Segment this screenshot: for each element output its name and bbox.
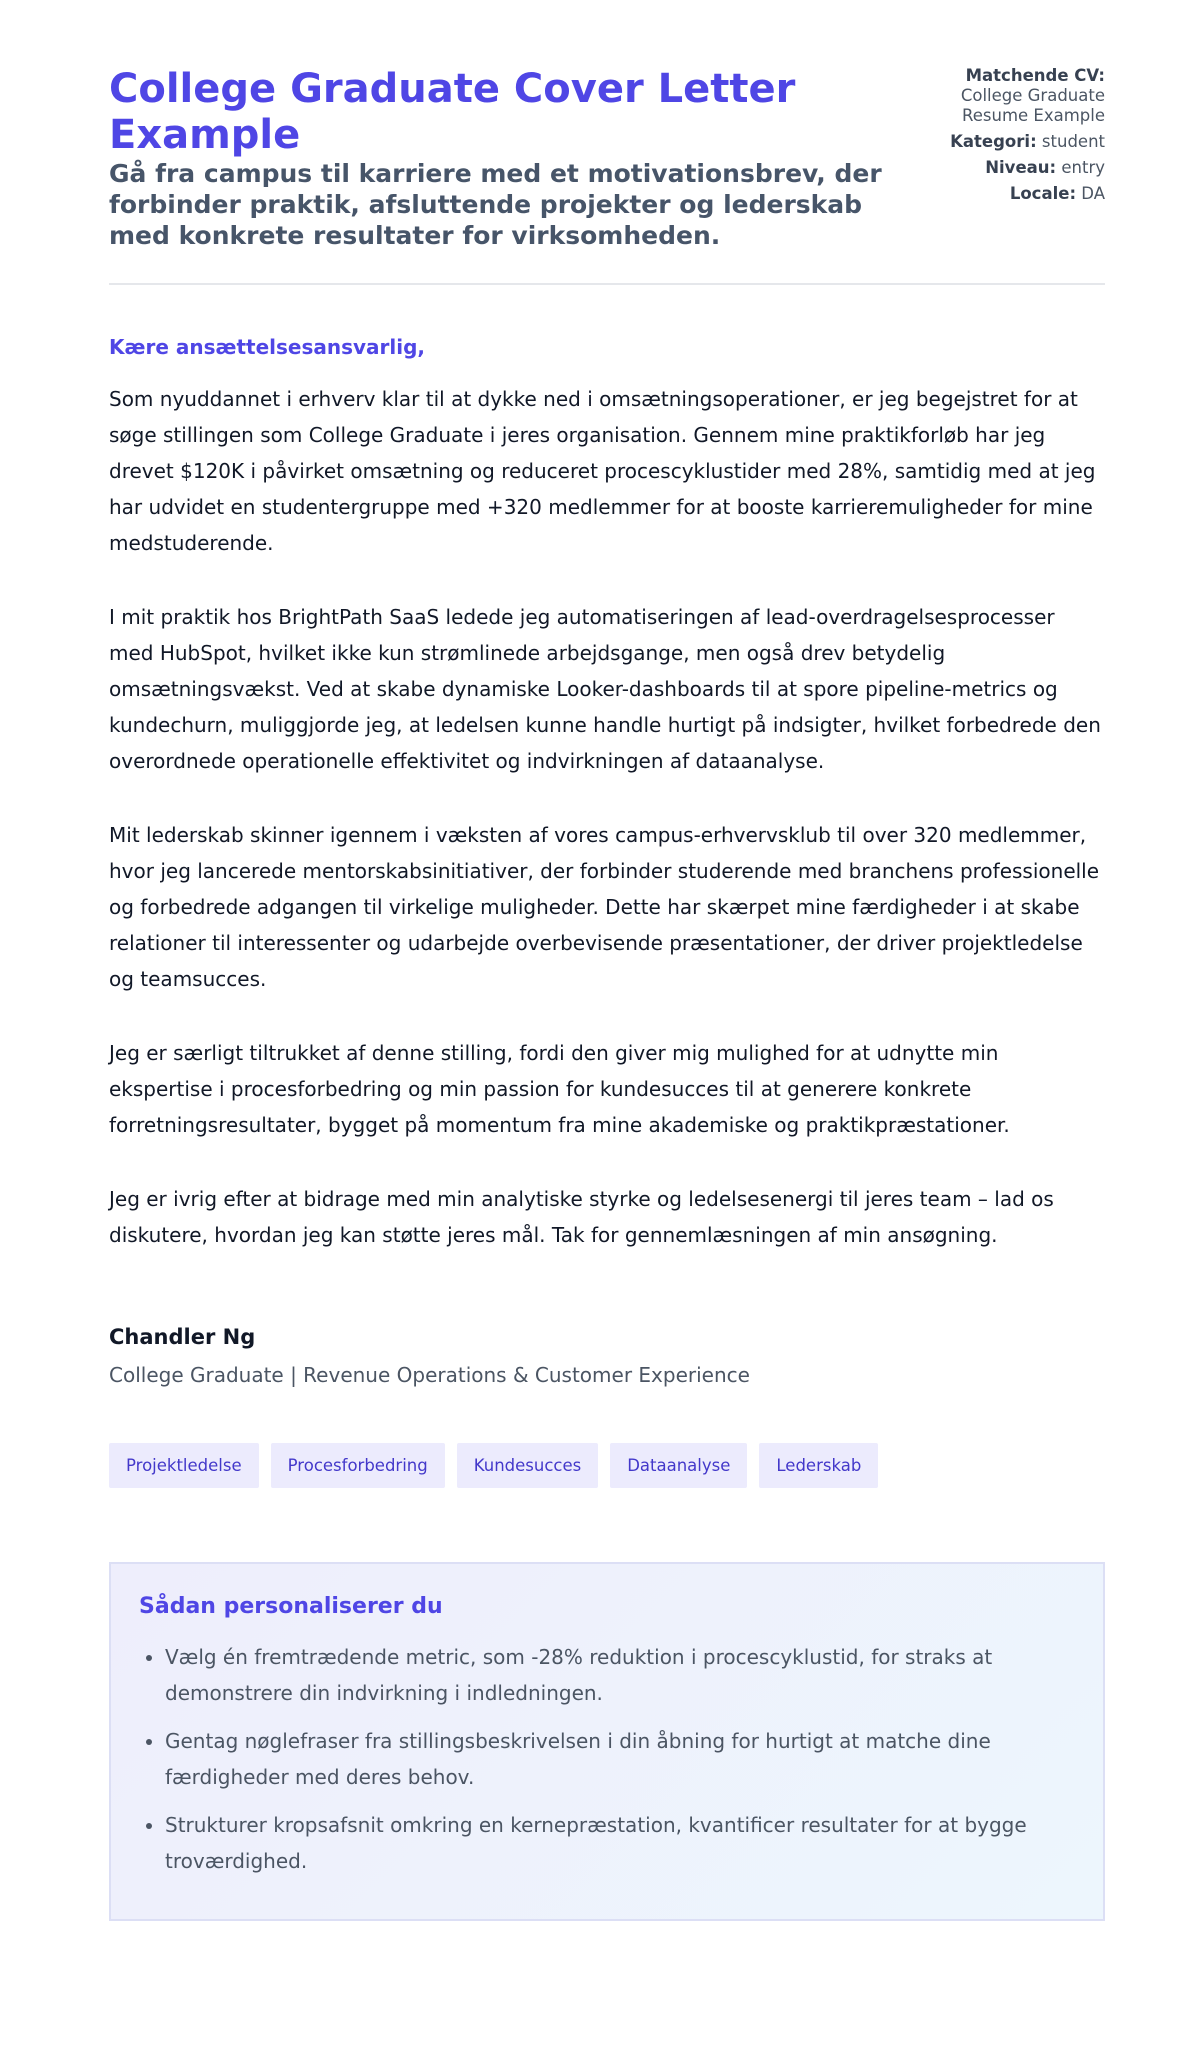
skill-tags	[109, 1443, 1105, 1488]
meta-label: Matchende CV:	[965, 66, 1105, 85]
skill-tag: Projektledelse	[109, 1443, 259, 1488]
page-title: College Graduate Cover Letter Example	[109, 66, 796, 158]
meta-label: Niveau:	[985, 158, 1057, 177]
signature-role: College Graduate | Revenue Operations & Customer Experience	[109, 1363, 750, 1387]
personalization-tips	[109, 1562, 1105, 1921]
meta-panel	[935, 66, 1105, 210]
meta-matching-cv	[935, 66, 1105, 126]
letter-paragraph: Mit lederskab skinner igennem i væksten af vores campus-erhvervsklub til over 320 medlemmer, hvor jeg lancerede mentorskabsinitiativer, der forbinder studerende med branchens professionelle og forbedrede adgangen til virkelige muligheder. Dette har skærpet mine færdigheder i at skabe relationer til interessenter og udarbejde overbevisende præsentationer, der driver projektledelse og teamsucces.	[109, 823, 1100, 991]
matching-cv-link[interactable]: College Graduate Resume Example	[960, 86, 1105, 125]
letter-body	[109, 381, 1105, 1253]
tip-item: • Vælg én fremtrædende metric, som -28% reduktion i procescyklustid, for straks at demonstrere din indvirkning i indledningen.	[165, 1639, 1075, 1711]
title-block	[109, 66, 929, 251]
letter-paragraph: Jeg er ivrig efter at bidrage med min analytiske styrke og ledelsesenergi til jeres team – lad os diskutere, hvordan jeg kan støtte jeres mål. Tak for gennemlæsningen af min ansøgning.	[109, 1187, 1054, 1247]
meta-level	[935, 158, 1105, 178]
meta-value: student	[1041, 132, 1105, 151]
skill-tag: Lederskab	[759, 1443, 878, 1488]
skill-tag: Kundesucces	[457, 1443, 598, 1488]
meta-category	[935, 132, 1105, 152]
page-header	[109, 66, 1105, 285]
skill-tag: Procesforbedring	[271, 1443, 445, 1488]
meta-value: DA	[1081, 184, 1105, 203]
tips-title: Sådan personaliserer du	[139, 1594, 443, 1619]
tip-item: • Strukturer kropsafsnit omkring en kernepræstation, kvantificer resultater for at bygge troværdighed.	[165, 1807, 1075, 1879]
letter-paragraph: Som nyuddannet i erhverv klar til at dykke ned i omsætningsoperationer, er jeg begejstret for at søge stillingen som College Graduate i jeres organisation. Gennem mine praktikforløb har jeg drevet $120K i påvirket omsætning og reduceret procescyklustider med 28%, samtidig med at jeg har udvidet en studentergruppe med +320 medlemmer for at booste karrieremuligheder for mine medstuderende.	[109, 387, 1096, 555]
meta-label: Locale:	[1009, 184, 1077, 203]
letter-paragraph: Jeg er særligt tiltrukket af denne stilling, fordi den giver mig mulighed for at udnytte min ekspertise i procesforbedring og min passion for kundesucces til at generere konkrete forretningsresultater, bygget på momentum fra mine akademiske og praktikpræstationer.	[109, 1041, 1010, 1137]
skill-tag: Dataanalyse	[610, 1443, 747, 1488]
salutation: Kære ansættelsesansvarlig,	[109, 335, 426, 359]
signature-name: Chandler Ng	[109, 1325, 256, 1349]
page-subtitle: Gå fra campus til karriere med et motivationsbrev, der forbinder praktik, afsluttende projekter og lederskab med konkrete resultater for virksomheden.	[109, 159, 882, 250]
tips-list	[139, 1639, 1075, 1879]
tip-item: • Gentag nøglefraser fra stillingsbeskrivelsen i din åbning for hurtigt at matche dine færdigheder med deres behov.	[165, 1723, 1075, 1795]
meta-locale	[935, 184, 1105, 204]
letter-paragraph: I mit praktik hos BrightPath SaaS ledede jeg automatiseringen af lead-overdragelsesprocesser med HubSpot, hvilket ikke kun strømlinede arbejdsgange, men også drev betydelig omsætningsvækst. Ved at skabe dynamiske Looker-dashboards til at spore pipeline-metrics og kundechurn, muliggjorde jeg, at ledelsen kunne handle hurtigt på indsigter, hvilket forbedrede den overordnede operationelle effektivitet og indvirkningen af dataanalyse.	[109, 605, 1101, 773]
meta-label: Kategori:	[950, 132, 1037, 151]
meta-value: entry	[1061, 158, 1105, 177]
cover-letter-page	[109, 0, 1105, 1921]
